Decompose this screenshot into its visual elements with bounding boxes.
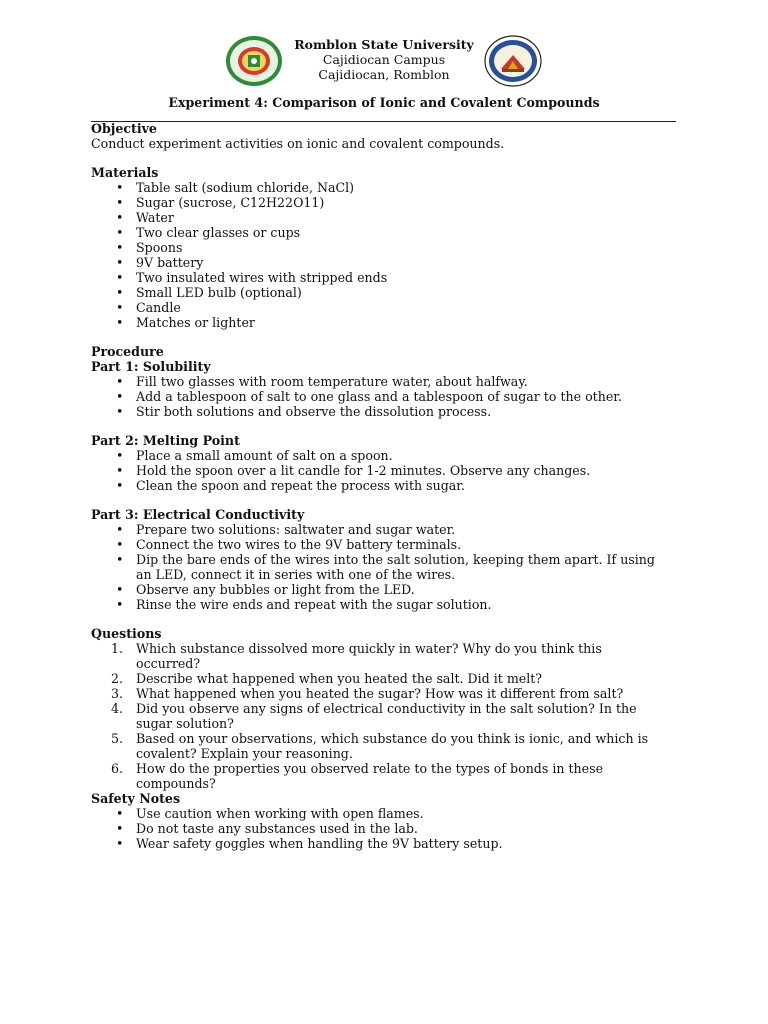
list-item: • Small LED bulb (optional) <box>116 285 302 300</box>
bullet-icon: • <box>116 255 124 270</box>
questions-heading: Questions <box>91 626 162 641</box>
bullet-icon: • <box>116 300 124 315</box>
objective-text: Conduct experiment activities on ionic and covalent compounds. <box>91 136 505 151</box>
list-item: • Candle <box>116 300 181 315</box>
questions-list <box>91 641 691 791</box>
list-item: • Connect the two wires to the 9V battery terminals. <box>116 537 462 552</box>
part2-heading: Part 2: Melting Point <box>91 433 240 448</box>
list-item: • Add a tablespoon of salt to one glass and a tablespoon of sugar to the other. <box>116 389 622 404</box>
list-item: • Table salt (sodium chloride, NaCl) <box>116 180 355 195</box>
university-info <box>260 37 508 82</box>
part1-heading: Part 1: Solubility <box>91 359 211 374</box>
campus-location: Cajidiocan, Romblon <box>318 67 450 82</box>
bullet-icon: • <box>116 836 124 851</box>
list-item: • Use caution when working with open flames. <box>116 806 424 821</box>
list-number: 1. <box>111 641 124 656</box>
bullet-icon: • <box>116 448 124 463</box>
bullet-icon: • <box>116 180 124 195</box>
list-item: • Do not taste any substances used in the lab. <box>116 821 418 836</box>
campus-seal-icon <box>484 35 542 87</box>
university-name: Romblon State University <box>294 37 474 52</box>
bullet-icon: • <box>116 240 124 255</box>
list-item: • Wear safety goggles when handling the 9V battery setup. <box>116 836 503 851</box>
list-item: 1. Which substance dissolved more quickly in water? Why do you think this occurred? <box>111 641 602 671</box>
bullet-icon: • <box>116 537 124 552</box>
part3-list <box>91 522 691 612</box>
safety-list <box>91 806 691 851</box>
bullet-icon: • <box>116 478 124 493</box>
list-item: • Fill two glasses with room temperature water, about halfway. <box>116 374 528 389</box>
bullet-icon: • <box>116 270 124 285</box>
list-item: • Two clear glasses or cups <box>116 225 301 240</box>
part3-heading: Part 3: Electrical Conductivity <box>91 507 305 522</box>
list-item: 2. Describe what happened when you heated the salt. Did it melt? <box>111 671 543 686</box>
list-number: 5. <box>111 731 124 746</box>
procedure-heading: Procedure <box>91 344 164 359</box>
list-item: • Dip the bare ends of the wires into the salt solution, keeping them apart. If using an LED, connect it in series with one of the wires. <box>116 552 655 582</box>
list-number: 3. <box>111 686 124 701</box>
bullet-icon: • <box>116 210 124 225</box>
list-item: • Prepare two solutions: saltwater and sugar water. <box>116 522 456 537</box>
document-body <box>91 121 691 851</box>
list-number: 2. <box>111 671 124 686</box>
bullet-icon: • <box>116 463 124 478</box>
list-item: • Rinse the wire ends and repeat with the sugar solution. <box>116 597 492 612</box>
bullet-icon: • <box>116 821 124 836</box>
materials-heading: Materials <box>91 165 159 180</box>
list-item: • Two insulated wires with stripped ends <box>116 270 388 285</box>
bullet-icon: • <box>116 374 124 389</box>
list-item: • Spoons <box>116 240 183 255</box>
list-item: 4. Did you observe any signs of electrical conductivity in the salt solution? In the sugar solution? <box>111 701 637 731</box>
list-number: 6. <box>111 761 124 776</box>
letterhead <box>0 34 768 90</box>
bullet-icon: • <box>116 404 124 419</box>
bullet-icon: • <box>116 582 124 597</box>
document-title: Experiment 4: Comparison of Ionic and Covalent Compounds <box>168 95 600 110</box>
list-number: 4. <box>111 701 124 716</box>
bullet-icon: • <box>116 285 124 300</box>
materials-list <box>91 180 691 330</box>
list-item: 5. Based on your observations, which substance do you think is ionic, and which is covalent? Explain your reasoning. <box>111 731 649 761</box>
bullet-icon: • <box>116 552 124 567</box>
campus-name: Cajidiocan Campus <box>322 52 446 67</box>
list-item: 3. What happened when you heated the sugar? How was it different from salt? <box>111 686 624 701</box>
bullet-icon: • <box>116 597 124 612</box>
part2-list <box>91 448 691 493</box>
list-item: • Place a small amount of salt on a spoon. <box>116 448 393 463</box>
list-item: • Hold the spoon over a lit candle for 1-2 minutes. Observe any changes. <box>116 463 591 478</box>
part1-list <box>91 374 691 419</box>
safety-heading: Safety Notes <box>91 791 181 806</box>
list-item: • Water <box>116 210 174 225</box>
list-item: • Observe any bubbles or light from the LED. <box>116 582 415 597</box>
list-item: • Matches or lighter <box>116 315 255 330</box>
bullet-icon: • <box>116 315 124 330</box>
list-item: • 9V battery <box>116 255 204 270</box>
bullet-icon: • <box>116 389 124 404</box>
objective-heading: Objective <box>91 121 157 136</box>
list-item: • Stir both solutions and observe the dissolution process. <box>116 404 492 419</box>
bullet-icon: • <box>116 195 124 210</box>
bullet-icon: • <box>116 522 124 537</box>
bullet-icon: • <box>116 806 124 821</box>
list-item: • Clean the spoon and repeat the process with sugar. <box>116 478 465 493</box>
bullet-icon: • <box>116 225 124 240</box>
list-item: 6. How do the properties you observed relate to the types of bonds in these compounds? <box>111 761 604 791</box>
list-item: • Sugar (sucrose, C12H22O11) <box>116 195 325 210</box>
